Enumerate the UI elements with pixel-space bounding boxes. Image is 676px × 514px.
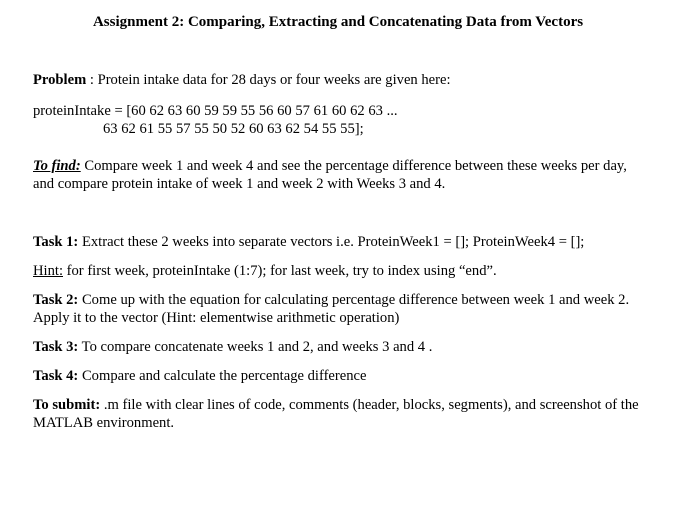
task-2-line-2: Apply it to the vector (Hint: elementwise arithmetic operation)	[33, 310, 400, 326]
to-find-line-1	[33, 157, 627, 175]
task-4	[33, 367, 367, 385]
to-submit-line-1	[33, 396, 639, 414]
task-4-label: Task 4:	[33, 368, 79, 384]
protein-intake-line-2: 63 62 61 55 57 55 50 52 60 63 62 54 55 55];	[103, 121, 364, 137]
to-find-label: To find:	[33, 158, 81, 174]
task-1-label: Task 1:	[33, 234, 79, 250]
protein-intake-line-1: proteinIntake = [60 62 63 60 59 59 55 56 60 57 61 60 62 63 ...	[33, 103, 398, 119]
to-submit-text: .m file with clear lines of code, comments (header, blocks, segments), and screenshot of the	[100, 397, 639, 413]
hint-text: for first week, proteinIntake (1:7); for last week, try to index using “end”.	[63, 263, 497, 279]
task-2-line-1	[33, 291, 629, 309]
task-1-text: Extract these 2 weeks into separate vectors i.e. ProteinWeek1 = []; ProteinWeek4 = [];	[78, 234, 585, 250]
to-find-text: Compare week 1 and week 4 and see the percentage difference between these weeks per day,	[80, 158, 627, 174]
problem-statement	[33, 71, 451, 89]
task-2-label: Task 2:	[33, 292, 79, 308]
task-2-text: Come up with the equation for calculating percentage difference between week 1 and week 2.	[78, 292, 630, 308]
task-3-text: To compare concatenate weeks 1 and 2, and weeks 3 and 4 .	[78, 339, 433, 355]
problem-text: : Protein intake data for 28 days or four weeks are given here:	[86, 72, 451, 88]
task-4-text: Compare and calculate the percentage difference	[78, 368, 367, 384]
hint-label: Hint:	[33, 263, 63, 279]
problem-label: Problem	[33, 72, 87, 88]
task-3	[33, 338, 432, 356]
to-find-line-2: and compare protein intake of week 1 and week 2 with Weeks 3 and 4.	[33, 176, 446, 192]
to-submit-line-2: MATLAB environment.	[33, 415, 175, 431]
document-title: Assignment 2: Comparing, Extracting and Concatenating Data from Vectors	[92, 14, 584, 30]
task-3-label: Task 3:	[33, 339, 79, 355]
hint	[33, 262, 497, 280]
to-submit-label: To submit:	[33, 397, 101, 413]
task-1	[33, 233, 584, 251]
